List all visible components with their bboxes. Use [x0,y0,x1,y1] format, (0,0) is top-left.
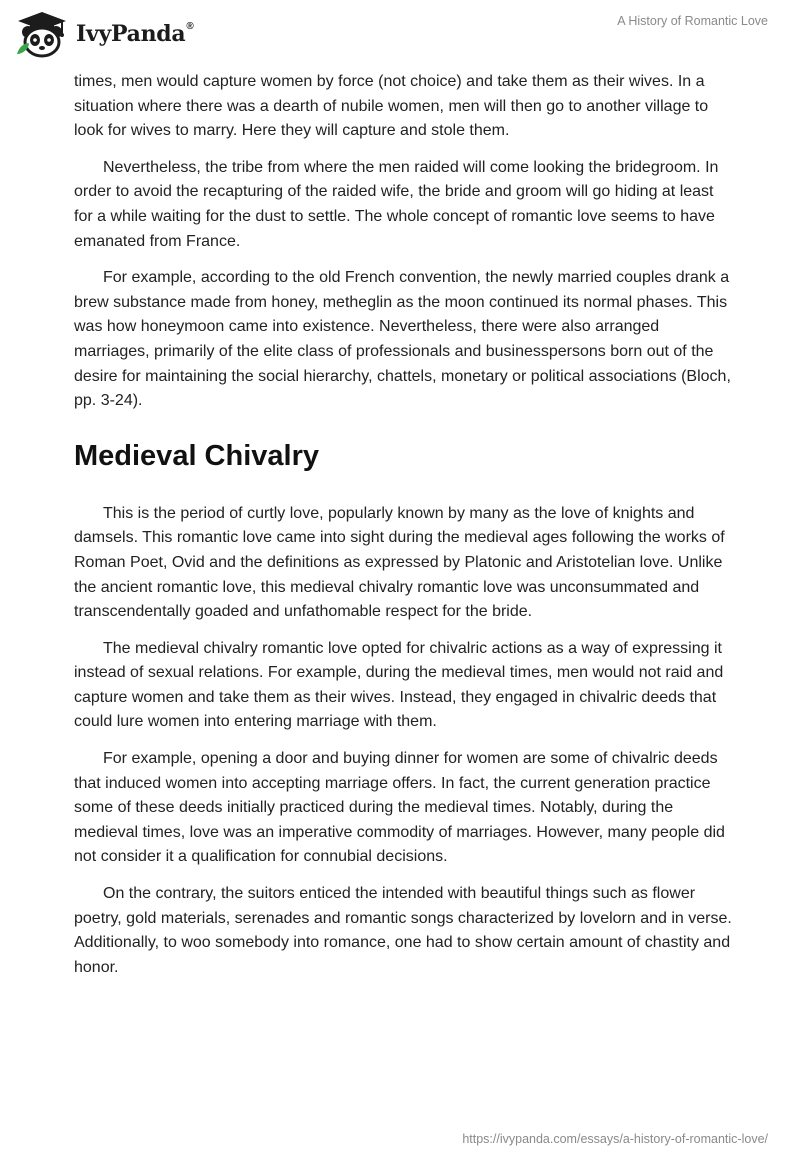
paragraph: For example, according to the old French convention, the newly married couples drank a brew substance made from honey, metheglin as the moon continued its normal phases. This was how honeymoon came into existence. Nevertheless, there were also arranged marriages, primarily of the elite class of professionals and businesspersons born out of the desire for maintaining the social hierarchy, chattels, monetary or political associations (Bloch, pp. 3-24). [74,269,731,410]
section-heading: Medieval Chivalry [74,439,319,472]
paragraph: On the contrary, the suitors enticed the intended with beautiful things such as flower poetry, gold materials, serenades and romantic songs characterized by lovelorn and in verse. Additionally, to woo somebody into romance, one had to show certain amount of chastity and honor. [74,885,732,976]
panda-graduate-icon [14,10,70,58]
document-title: A History of Romantic Love [617,14,768,28]
essay-content [74,70,734,992]
paragraph: times, men would capture women by force (not choice) and take them as their wives. In a situation where there was a dearth of nubile women, men will then go to another village to look for wives to marry. Here they will capture and stole them. [74,73,709,140]
page-header [0,0,800,72]
paragraph: The medieval chivalry romantic love opted for chivalric actions as a way of expressing it instead of sexual relations. For example, during the medieval times, men would not raid and capture women and take them as their wives. Instead, they engaged in chivalric deeds that could lure women into entering marriage with them. [74,639,724,731]
source-url[interactable]: https://ivypanda.com/essays/a-history-of-romantic-love/ [462,1132,768,1146]
paragraph: For example, opening a door and buying dinner for women are some of chivalric deeds that induced women into accepting marriage offers. In fact, the current generation practice some of these deeds initially practiced during the medieval times. Notably, during the medieval times, love was an imperative commodity of marriages. However, many people did not consider it a qualification for connubial decisions. [74,750,725,866]
ivypanda-logo[interactable] [14,10,193,58]
paragraph: This is the period of curtly love, popularly known by many as the love of knights and damsels. This romantic love came into sight during the medieval ages following the works of Roman Poet, Ovid and the definitions as expressed by Platonic and Aristotelian love. Unlike the ancient romantic love, this medieval chivalry romantic love was unconsummated and transcendentally goaded and unfathomable respect for the bride. [74,504,725,621]
brand-name: IvyPanda® [76,21,194,47]
paragraph: Nevertheless, the tribe from where the men raided will come looking the bridegroom. In order to avoid the recapturing of the raided wife, the bride and groom will go hiding at least for a while waiting for the dust to settle. The whole concept of romantic love seems to have emanated from France. [74,158,719,250]
